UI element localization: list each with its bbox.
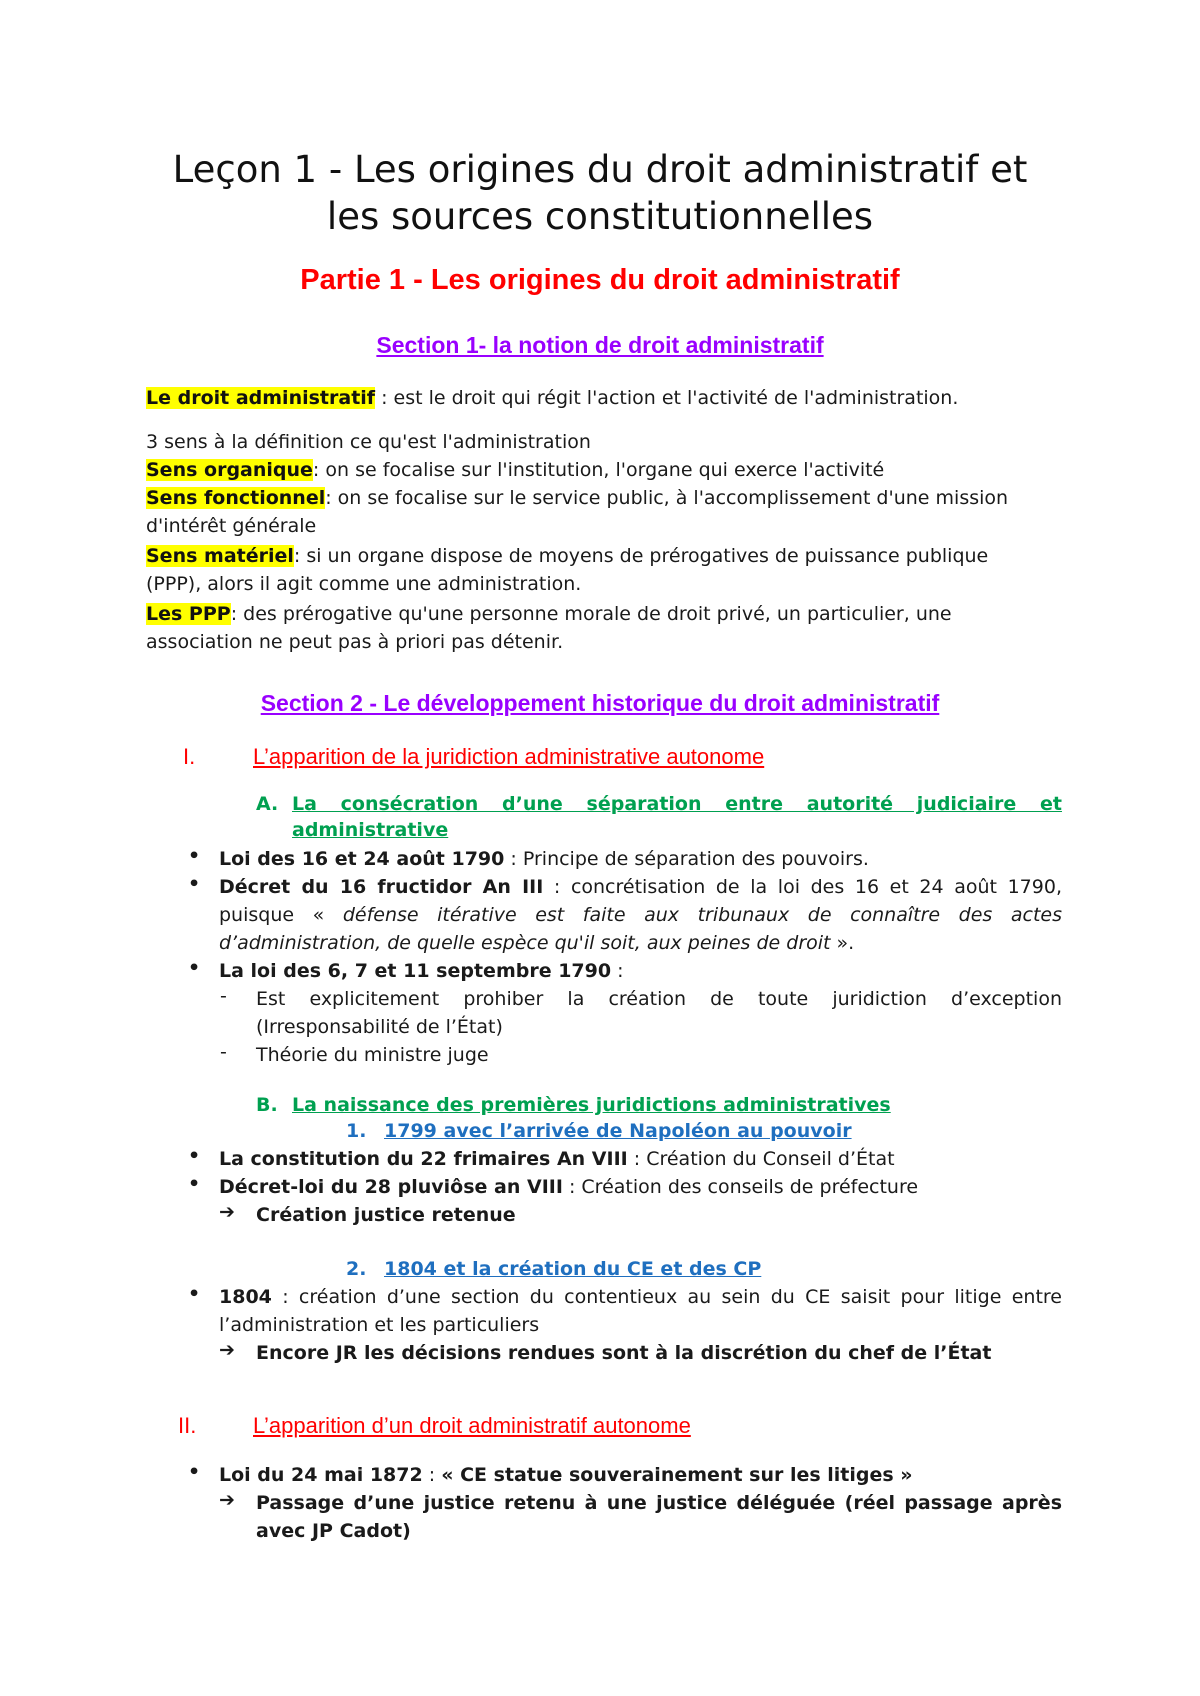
roman-heading-2-title: L’apparition d’un droit administratif autonome xyxy=(253,1413,691,1438)
bullet-loi-1790: Loi des 16 et 24 août 1790 : Principe de séparation des pouvoirs. xyxy=(219,848,869,870)
part-1-heading: Partie 1 - Les origines du droit administratif xyxy=(300,264,900,296)
bullet-1804: 1804 : création d’une section du contentieux au sein du CE saisit pour litige entre xyxy=(219,1286,1062,1308)
bullet-decret-fructidor: Décret du 16 fructidor An III : concrétisation de la loi des 16 et 24 août 1790, xyxy=(219,876,1062,898)
bullet-decret-fructidor-cont2: d’administration, de quelle espèce qu'il soit, aux peines de droit ». xyxy=(219,932,855,954)
arrow-encore-jr: Encore JR les décisions rendues sont à la discrétion du chef de l’État xyxy=(256,1342,992,1364)
sens-intro: 3 sens à la définition ce qu'est l'administration xyxy=(146,431,591,453)
ppp-definition-cont: association ne peut pas à priori pas détenir. xyxy=(146,631,564,653)
sens-fonctionnel: Sens fonctionnel: on se focalise sur le service public, à l'accomplissement d'une mission xyxy=(146,487,1009,509)
bullet-loi-septembre-1790: La loi des 6, 7 et 11 septembre 1790 : xyxy=(219,960,624,982)
roman-heading-2: II. xyxy=(178,1413,197,1438)
dash-item-2: Théorie du ministre juge xyxy=(256,1044,489,1066)
dash-marker: - xyxy=(220,985,227,1007)
sens-organique: Sens organique: on se focalise sur l'institution, l'organe qui exerce l'activité xyxy=(146,459,885,481)
bullet-dot-icon: • xyxy=(188,845,201,867)
sub-a-num: A. xyxy=(256,793,279,815)
dash-item-1: Est explicitement prohiber la création de toute juridiction d’exception xyxy=(256,988,1062,1010)
arrow-justice-deleguee-cont: avec JP Cadot) xyxy=(256,1520,411,1542)
sens-fonctionnel-cont: d'intérêt générale xyxy=(146,515,317,537)
bullet-dot-icon: • xyxy=(188,1283,201,1305)
sub-a-title-cont: administrative xyxy=(292,819,449,841)
dash-item-1-cont: (Irresponsabilité de l’État) xyxy=(256,1016,503,1038)
section-1-heading: Section 1- la notion de droit administratif xyxy=(376,332,824,358)
sub-2-title: 1804 et la création du CE et des CP xyxy=(384,1258,762,1280)
right-arrow-icon: ➔ xyxy=(219,1201,235,1223)
sub-2-num: 2. xyxy=(346,1258,367,1280)
sub-b-num: B. xyxy=(256,1094,278,1116)
bullet-dot-icon: • xyxy=(188,1461,201,1483)
sub-1-num: 1. xyxy=(346,1120,367,1142)
sens-materiel-cont: (PPP), alors il agit comme une administration. xyxy=(146,573,582,595)
bullet-dot-icon: • xyxy=(188,1173,201,1195)
roman-heading-1-title: L’apparition de la juridiction administrative autonome xyxy=(253,744,765,769)
bullet-1804-cont: l’administration et les particuliers xyxy=(219,1314,540,1336)
sub-1-title: 1799 avec l’arrivée de Napoléon au pouvoir xyxy=(384,1120,852,1142)
section-2-heading: Section 2 - Le développement historique du droit administratif xyxy=(260,690,940,716)
bullet-loi-1872: Loi du 24 mai 1872 : « CE statue souverainement sur les litiges » xyxy=(219,1464,913,1486)
bullet-decret-fructidor-cont: puisque « défense itérative est faite aux tribunaux de connaître des actes xyxy=(219,904,1062,926)
sub-a-title: La consécration d’une séparation entre autorité judiciaire et xyxy=(292,793,1062,815)
roman-heading-1: I. xyxy=(183,744,196,769)
sens-materiel: Sens matériel: si un organe dispose de moyens de prérogatives de puissance publique xyxy=(146,545,989,567)
bullet-decret-loi-pluviose: Décret-loi du 28 pluviôse an VIII : Création des conseils de préfecture xyxy=(219,1176,919,1198)
right-arrow-icon: ➔ xyxy=(219,1489,235,1511)
sub-b-title: La naissance des premières juridictions administratives xyxy=(292,1094,891,1116)
definition-line: Le droit administratif : est le droit qui régit l'action et l'activité de l'administration. xyxy=(146,387,959,409)
bullet-dot-icon: • xyxy=(188,1145,201,1167)
ppp-definition: Les PPP: des prérogative qu'une personne morale de droit privé, un particulier, une xyxy=(146,603,952,625)
bullet-dot-icon: • xyxy=(188,957,201,979)
dash-marker: - xyxy=(220,1041,227,1063)
arrow-justice-deleguee: Passage d’une justice retenu à une justice déléguée (réel passage après xyxy=(256,1492,1062,1514)
bullet-constitution-an-viii: La constitution du 22 frimaires An VIII : Création du Conseil d’État xyxy=(219,1148,895,1170)
page-title: Leçon 1 - Les origines du droit administratif et les sources constitutionnelles xyxy=(172,148,1028,238)
right-arrow-icon: ➔ xyxy=(219,1339,235,1361)
bullet-dot-icon: • xyxy=(188,873,201,895)
arrow-justice-retenue: Création justice retenue xyxy=(256,1204,516,1226)
